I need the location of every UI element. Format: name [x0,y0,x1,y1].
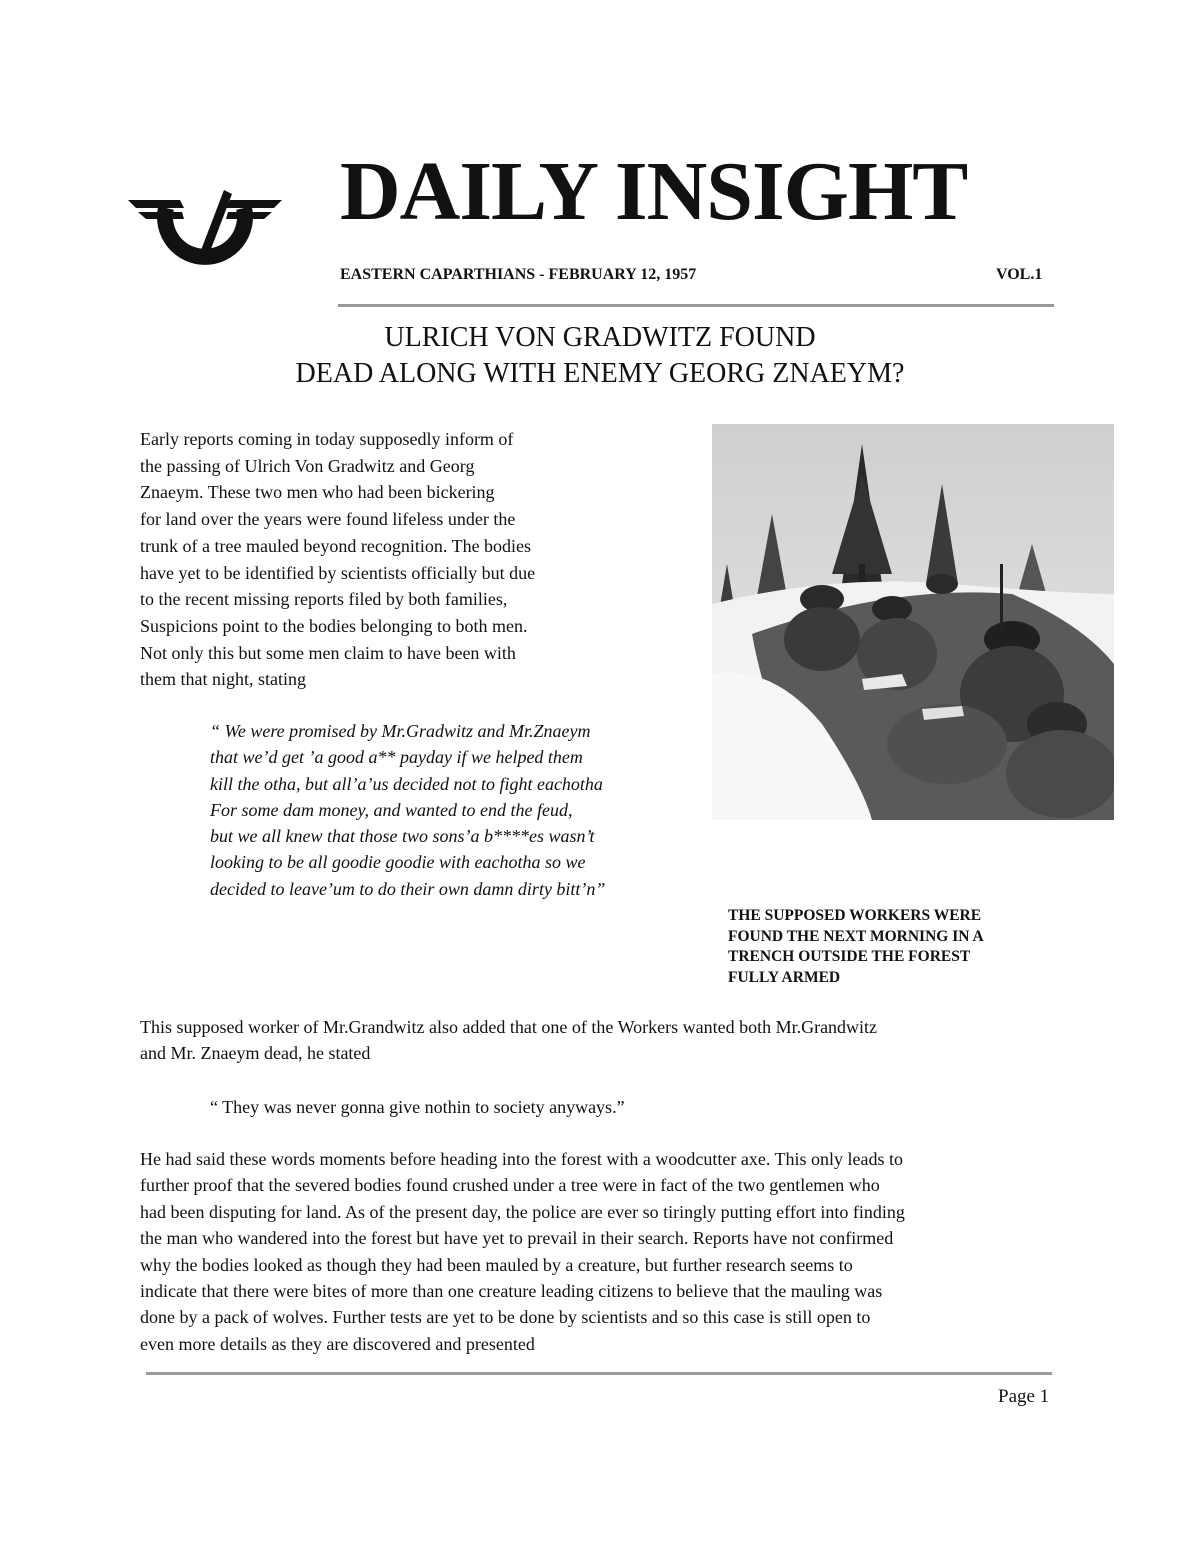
paragraph-line: further proof that the severed bodies found crushed under a tree were in fact of the two gentlemen who [140,1175,880,1196]
masthead-divider [338,304,1054,307]
quote-line: but we all knew that those two sons’a b****es wasn’t [210,826,595,847]
worker-quote: “ They was never gonna give nothin to society anyways.” [210,1097,625,1117]
paragraph-line: indicate that there were bites of more than one creature leading citizens to believe that the mauling was [140,1281,883,1302]
caption-line: FULLY ARMED [728,968,841,986]
quote-line: decided to leave’um to do their own damn dirty bitt’n” [210,878,606,899]
caption-line: THE SUPPOSED WORKERS WERE [728,907,982,924]
quote-line: looking to be all goodie goodie with eachotha so we [210,852,586,873]
paragraph-line: He had said these words moments before heading into the forest with a woodcutter axe. This only leads to [140,1149,903,1169]
volume-label: VOL.1 [996,266,1043,283]
paragraph-line: them that night, stating [140,669,306,690]
dateline: EASTERN CAPARTHIANS - FEBRUARY 12, 1957 [340,266,697,283]
paragraph-line: trunk of a tree mauled beyond recognition. The bodies [140,535,532,556]
winged-emblem-icon [128,186,282,290]
paragraph-line: Znaeym. These two men who had been bickering [140,482,495,503]
page-number: Page 1 [998,1386,1050,1407]
quote-line: “ We were promised by Mr.Gradwitz and Mr.Znaeym [210,721,591,741]
photo-caption [728,906,1048,988]
quote-line: kill the otha, but all’a’us decided not to fight eachotha [210,773,603,794]
headline-line: DEAD ALONG WITH ENEMY GEORG ZNAEYM? [295,358,905,389]
closing-paragraph [140,1146,1064,1357]
caption-line: TRENCH OUTSIDE THE FOREST [728,948,971,965]
footer-divider [146,1372,1052,1375]
article-headline [140,320,1060,392]
paragraph-line: had been disputing for land. As of the present day, the police are ever so tiringly putting effort into finding [140,1201,905,1222]
newspaper-logo [128,186,282,290]
paragraph-line: the passing of Ulrich Von Gradwitz and Georg [140,455,475,476]
paragraph-line: This supposed worker of Mr.Grandwitz also added that one of the Workers wanted both Mr.Grandwitz [140,1017,878,1037]
paragraph-line: to the recent missing reports filed by both families, [140,589,508,610]
witness-quote [210,718,690,902]
headline-line: ULRICH VON GRADWITZ FOUND [384,322,816,353]
second-paragraph [140,1014,1060,1067]
quote-line: For some dam money, and wanted to end the feud, [210,799,573,820]
paragraph-line: even more details as they are discovered and presented [140,1333,535,1354]
masthead-title: DAILY INSIGHT [340,145,968,238]
trench-photo [712,424,1114,820]
paragraph-line: Not only this but some men claim to have been with [140,642,516,663]
paragraph-line: the man who wandered into the forest but have yet to prevail in their search. Reports have not confirmed [140,1228,894,1249]
paragraph-line: why the bodies looked as though they had been mauled by a creature, but further research seems to [140,1254,853,1275]
paragraph-line: and Mr. Znaeym dead, he stated [140,1043,371,1064]
paragraph-line: Early reports coming in today supposedly inform of [140,429,514,449]
caption-line: FOUND THE NEXT MORNING IN A [728,927,984,945]
paragraph-line: done by a pack of wolves. Further tests are yet to be done by scientists and so this case is still open to [140,1307,871,1328]
lead-paragraph [140,426,640,693]
trench-photo-image [712,424,1114,820]
paragraph-line: for land over the years were found lifeless under the [140,509,516,530]
paragraph-line: have yet to be identified by scientists officially but due [140,562,536,583]
paragraph-line: Suspicions point to the bodies belonging to both men. [140,615,528,636]
quote-line: that we’d get ’a good a** payday if we helped them [210,747,583,768]
